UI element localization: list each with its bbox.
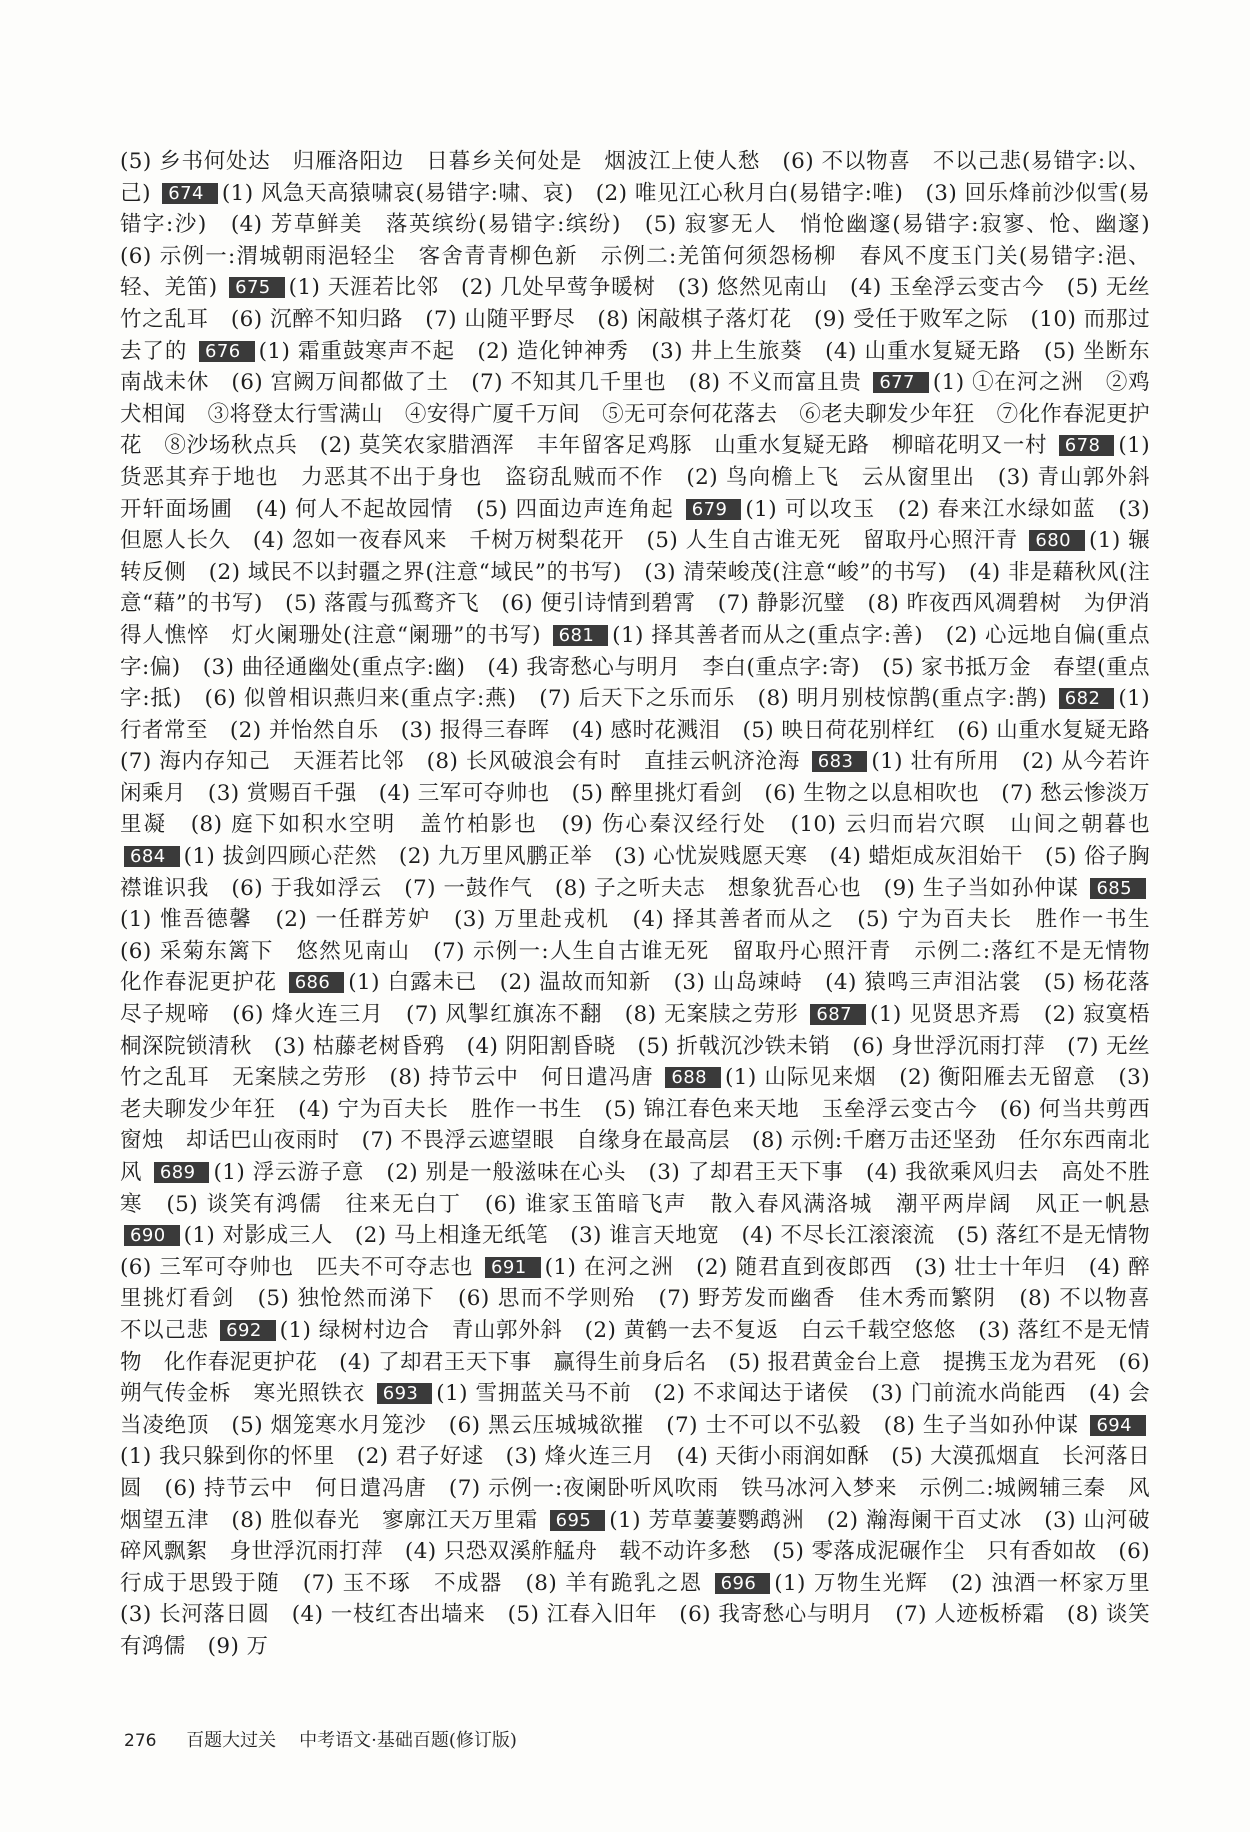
question-number-693: 693: [377, 1383, 433, 1404]
question-number-687: 687: [810, 1004, 866, 1025]
answer-segment-693: (1) 雪拥蓝关马不前 (2) 不求闻达于诸侯 (3) 门前流水尚能西 (4) 会当凌绝顶 (5) 烟笼寒水月笼沙 (6) 黑云压城城欲摧 (7) 士不可以不弘毅 (8) 生子当如孙仲谋: [120, 1381, 1151, 1438]
page-number: 276: [124, 1731, 157, 1751]
footer-separator: ·: [371, 1730, 377, 1751]
question-number-686: 686: [289, 972, 345, 993]
question-number-676: 676: [199, 341, 255, 362]
answer-segment-688: (1) 山际见来烟 (2) 衡阳雁去无留意 (3) 老夫聊发少年狂 (4) 宁为百夫长 胜作一书生 (5) 锦江春色来天地 玉垒浮云变古今 (6) 何当共剪西窗烛 却话巴山夜雨时 (7) 不畏浮云遮望眼 自缘身在最高层 (8) 示例:千磨万击还坚劲 任尔东西南北风: [120, 1065, 1150, 1185]
question-number-684: 684: [124, 846, 180, 867]
question-number-685: 685: [1090, 878, 1146, 899]
answer-segment-691: (1) 在河之洲 (2) 随君直到夜郎西 (3) 壮士十年归 (4) 醉里挑灯看剑 (5) 独怆然而涕下 (6) 思而不学则殆 (7) 野芳发而幽香 佳木秀而繁阴 (8) 不以物喜 不以己悲: [120, 1254, 1172, 1343]
question-number-688: 688: [665, 1067, 721, 1088]
question-number-679: 679: [686, 499, 742, 520]
book-title: 百题大过关: [186, 1730, 277, 1751]
question-number-683: 683: [812, 751, 868, 772]
question-number-692: 692: [220, 1320, 276, 1341]
answer-segment-681: (1) 择其善者而从之(重点字:善) (2) 心远地自偏(重点字:偏) (3) 曲径通幽处(重点字:幽) (4) 我寄愁心与明月 李白(重点字:寄) (5) 家书抵万金 春望(重点字:抵) (6) 似曾相识燕归来(重点字:燕) (7) 后天下之乐而乐 (8) 明月别枝惊鹊(重点字:鹊): [120, 622, 1151, 712]
question-number-691: 691: [485, 1257, 541, 1278]
answer-segment-695: (1) 芳草萋萋鹦鹉洲 (2) 瀚海阑干百丈冰 (3) 山河破碎风飘絮 身世浮沉雨打萍 (4) 只恐双溪舴艋舟 载不动许多愁 (5) 零落成泥碾作尘 只有香如故 (6) 行成于思毁于随 (7) 玉不琢 不成器 (8) 羊有跪乳之恩: [120, 1507, 1150, 1596]
question-number-680: 680: [1029, 530, 1085, 551]
question-number-690: 690: [124, 1225, 180, 1246]
answer-segment-692: (1) 绿树村边合 青山郭外斜 (2) 黄鹤一去不复返 白云千载空悠悠 (3) 落红不是无情物 化作春泥更护花 (4) 了却君王天下事 赢得生前身后名 (5) 报君黄金台上意 提携玉龙为君死 (6) 朔气传金柝 寒光照铁衣: [120, 1317, 1150, 1407]
question-number-674: 674: [162, 183, 218, 204]
answer-segment-694: (1) 我只躲到你的怀里 (2) 君子好逑 (3) 烽火连三月 (4) 天街小雨润如酥 (5) 大漠孤烟直 长河落日圆 (6) 持节云中 何日遣冯唐 (7) 示例一:夜阑卧听风吹雨 铁马冰河入梦来 示例二:城阙辅三秦 风烟望五津 (8) 胜似春光 寥廓江天万里霜: [120, 1444, 1150, 1533]
answer-segment-677: (1) ①在河之洲 ②鸡犬相闻 ③将登太行雪满山 ④安得广厦千万间 ⑤无可奈何花落去 ⑥老夫聊发少年狂 ⑦化作春泥更护花 ⑧沙场秋点兵 (2) 莫笑农家腊酒浑 丰年留客足鸡豚 山重水复疑无路 柳暗花明又一村: [120, 370, 1151, 459]
question-number-682: 682: [1059, 688, 1115, 709]
answer-segment-678: (1) 货恶其弃于地也 力恶其不出于身也 盗窃乱贼而不作 (2) 鸟向檐上飞 云从窗里出 (3) 青山郭外斜 开轩面场圃 (4) 何人不起故园情 (5) 四面边声连角起: [120, 433, 1172, 522]
answer-segment-682: (1) 行者常至 (2) 并怡然自乐 (3) 报得三春晖 (4) 感时花溅泪 (5) 映日荷花别样红 (6) 山重水复疑无路 (7) 海内存知己 天涯若比邻 (8) 长风破浪会有时 直挂云帆济沧海: [120, 686, 1172, 775]
question-number-681: 681: [553, 625, 609, 646]
question-number-695: 695: [550, 1510, 606, 1531]
question-number-696: 696: [715, 1573, 771, 1594]
answer-paragraph: [120, 146, 1172, 1663]
answer-segment-679: (1) 可以攻玉 (2) 春来江水绿如蓝 (3) 但愿人长久 (4) 忽如一夜春风来 千树万树梨花开 (5) 人生自古谁无死 留取丹心照汗青: [120, 496, 1150, 554]
question-number-694: 694: [1090, 1415, 1146, 1436]
page-footer: [124, 1726, 517, 1752]
answer-segment-673: (5) 乡书何处达 归雁洛阳边 日暮乡关何处是 烟波江上使人愁 (6) 不以物喜 不以己悲(易错字:以、己): [120, 149, 1150, 206]
answer-segment-683: (1) 壮有所用 (2) 从今若许闲乘月 (3) 赏赐百千强 (4) 三军可夺帅也 (5) 醉里挑灯看剑 (6) 生物之以息相吹也 (7) 愁云惨淡万里凝 (8) 庭下如积水空明 盖竹柏影也 (9) 伤心秦汉经行处 (10) 云归而岩穴暝 山间之朝暮也: [120, 749, 1150, 838]
answer-segment-684: (1) 拔剑四顾心茫然 (2) 九万里风鹏正举 (3) 心忧炭贱愿天寒 (4) 蜡炬成灰泪始干 (5) 俗子胸襟谁识我 (6) 于我如浮云 (7) 一鼓作气 (8) 子之听夫志 想象犹吾心也 (9) 生子当如孙仲谋: [120, 844, 1150, 901]
question-number-678: 678: [1059, 435, 1115, 456]
answer-segment-686: (1) 白露未已 (2) 温故而知新 (3) 山岛竦峙 (4) 猿鸣三声泪沾裳 (5) 杨花落尽子规啼 (6) 烽火连三月 (7) 风掣红旗冻不翻 (8) 无案牍之劳形: [120, 970, 1151, 1028]
answer-segment-687: (1) 见贤思齐焉 (2) 寂寞梧桐深院锁清秋 (3) 枯藤老树昏鸦 (4) 阴阳割昏晓 (5) 折戟沉沙铁未销 (6) 身世浮沉雨打萍 (7) 无丝竹之乱耳 无案牍之劳形 (8) 持节云中 何日遣冯唐: [120, 1002, 1151, 1091]
question-number-677: 677: [873, 372, 929, 393]
answer-segment-676: (1) 霜重鼓寒声不起 (2) 造化钟神秀 (3) 井上生旅葵 (4) 山重水复疑无路 (5) 坐断东南战未休 (6) 宫阙万间都做了土 (7) 不知其几千里也 (8) 不义而富且贵: [120, 338, 1151, 396]
answer-segment-675: (1) 天涯若比邻 (2) 几处早莺争暖树 (3) 悠然见南山 (4) 玉垒浮云变古今 (5) 无丝竹之乱耳 (6) 沉醉不知归路 (7) 山随平野尽 (8) 闲敲棋子落灯花 (9) 受任于败军之际 (10) 而那过去了的: [120, 275, 1151, 364]
answer-text: [120, 146, 1172, 1663]
answer-segment-685: (1) 惟吾德馨 (2) 一任群芳妒 (3) 万里赴戎机 (4) 择其善者而从之 (5) 宁为百夫长 胜作一书生 (6) 采菊东篱下 悠然见南山 (7) 示例一:人生自古谁无死 留取丹心照汗青 示例二:落红不是无情物 化作春泥更护花: [120, 907, 1172, 996]
answer-segment-690: (1) 对影成三人 (2) 马上相逢无纸笔 (3) 谁言天地宽 (4) 不尽长江滚滚流 (5) 落红不是无情物 (6) 三军可夺帅也 匹夫不可夺志也: [120, 1223, 1172, 1280]
book-subject: 中考语文: [299, 1730, 372, 1751]
answer-segment-689: (1) 浮云游子意 (2) 别是一般滋味在心头 (3) 了却君王天下事 (4) 我欲乘风归去 高处不胜寒 (5) 谈笑有鸿儒 往来无白丁 (6) 谁家玉笛暗飞声 散入春风满洛城 潮平两岸阔 风正一帆悬: [120, 1160, 1151, 1217]
book-edition: 基础百题(修订版): [376, 1730, 517, 1751]
answer-segment-674: (1) 风急天高猿啸哀(易错字:啸、哀) (2) 唯见江心秋月白(易错字:唯) (3) 回乐烽前沙似雪(易错字:沙) (4) 芳草鲜美 落英缤纷(易错字:缤纷) (5) 寂寥无人 悄怆幽邃(易错字:寂寥、怆、幽邃) (6) 示例一:渭城朝雨浥轻尘 客舍青青柳色新 示例二:羌笛何须怨杨柳 春风不度玉门关(易错字:浥、轻、羌笛): [120, 180, 1172, 301]
answer-segment-680: (1) 辗转反侧 (2) 域民不以封疆之界(注意“域民”的书写) (3) 清荣峻茂(注意“峻”的书写) (4) 非是藉秋风(注意“藉”的书写) (5) 落霞与孤鹜齐飞 (6) 便引诗情到碧霄 (7) 静影沉璧 (8) 昨夜西风凋碧树 为伊消得人憔悴 灯火阑珊处(注意“阑珊”的书写): [120, 528, 1151, 648]
answer-segment-696: (1) 万物生光辉 (2) 浊酒一杯家万里 (3) 长河落日圆 (4) 一枝红杏出墙来 (5) 江春入旧年 (6) 我寄愁心与明月 (7) 人迹板桥霜 (8) 谈笑有鸿儒 (9) 万: [120, 1570, 1172, 1659]
question-number-689: 689: [154, 1162, 210, 1183]
question-number-675: 675: [229, 277, 285, 298]
